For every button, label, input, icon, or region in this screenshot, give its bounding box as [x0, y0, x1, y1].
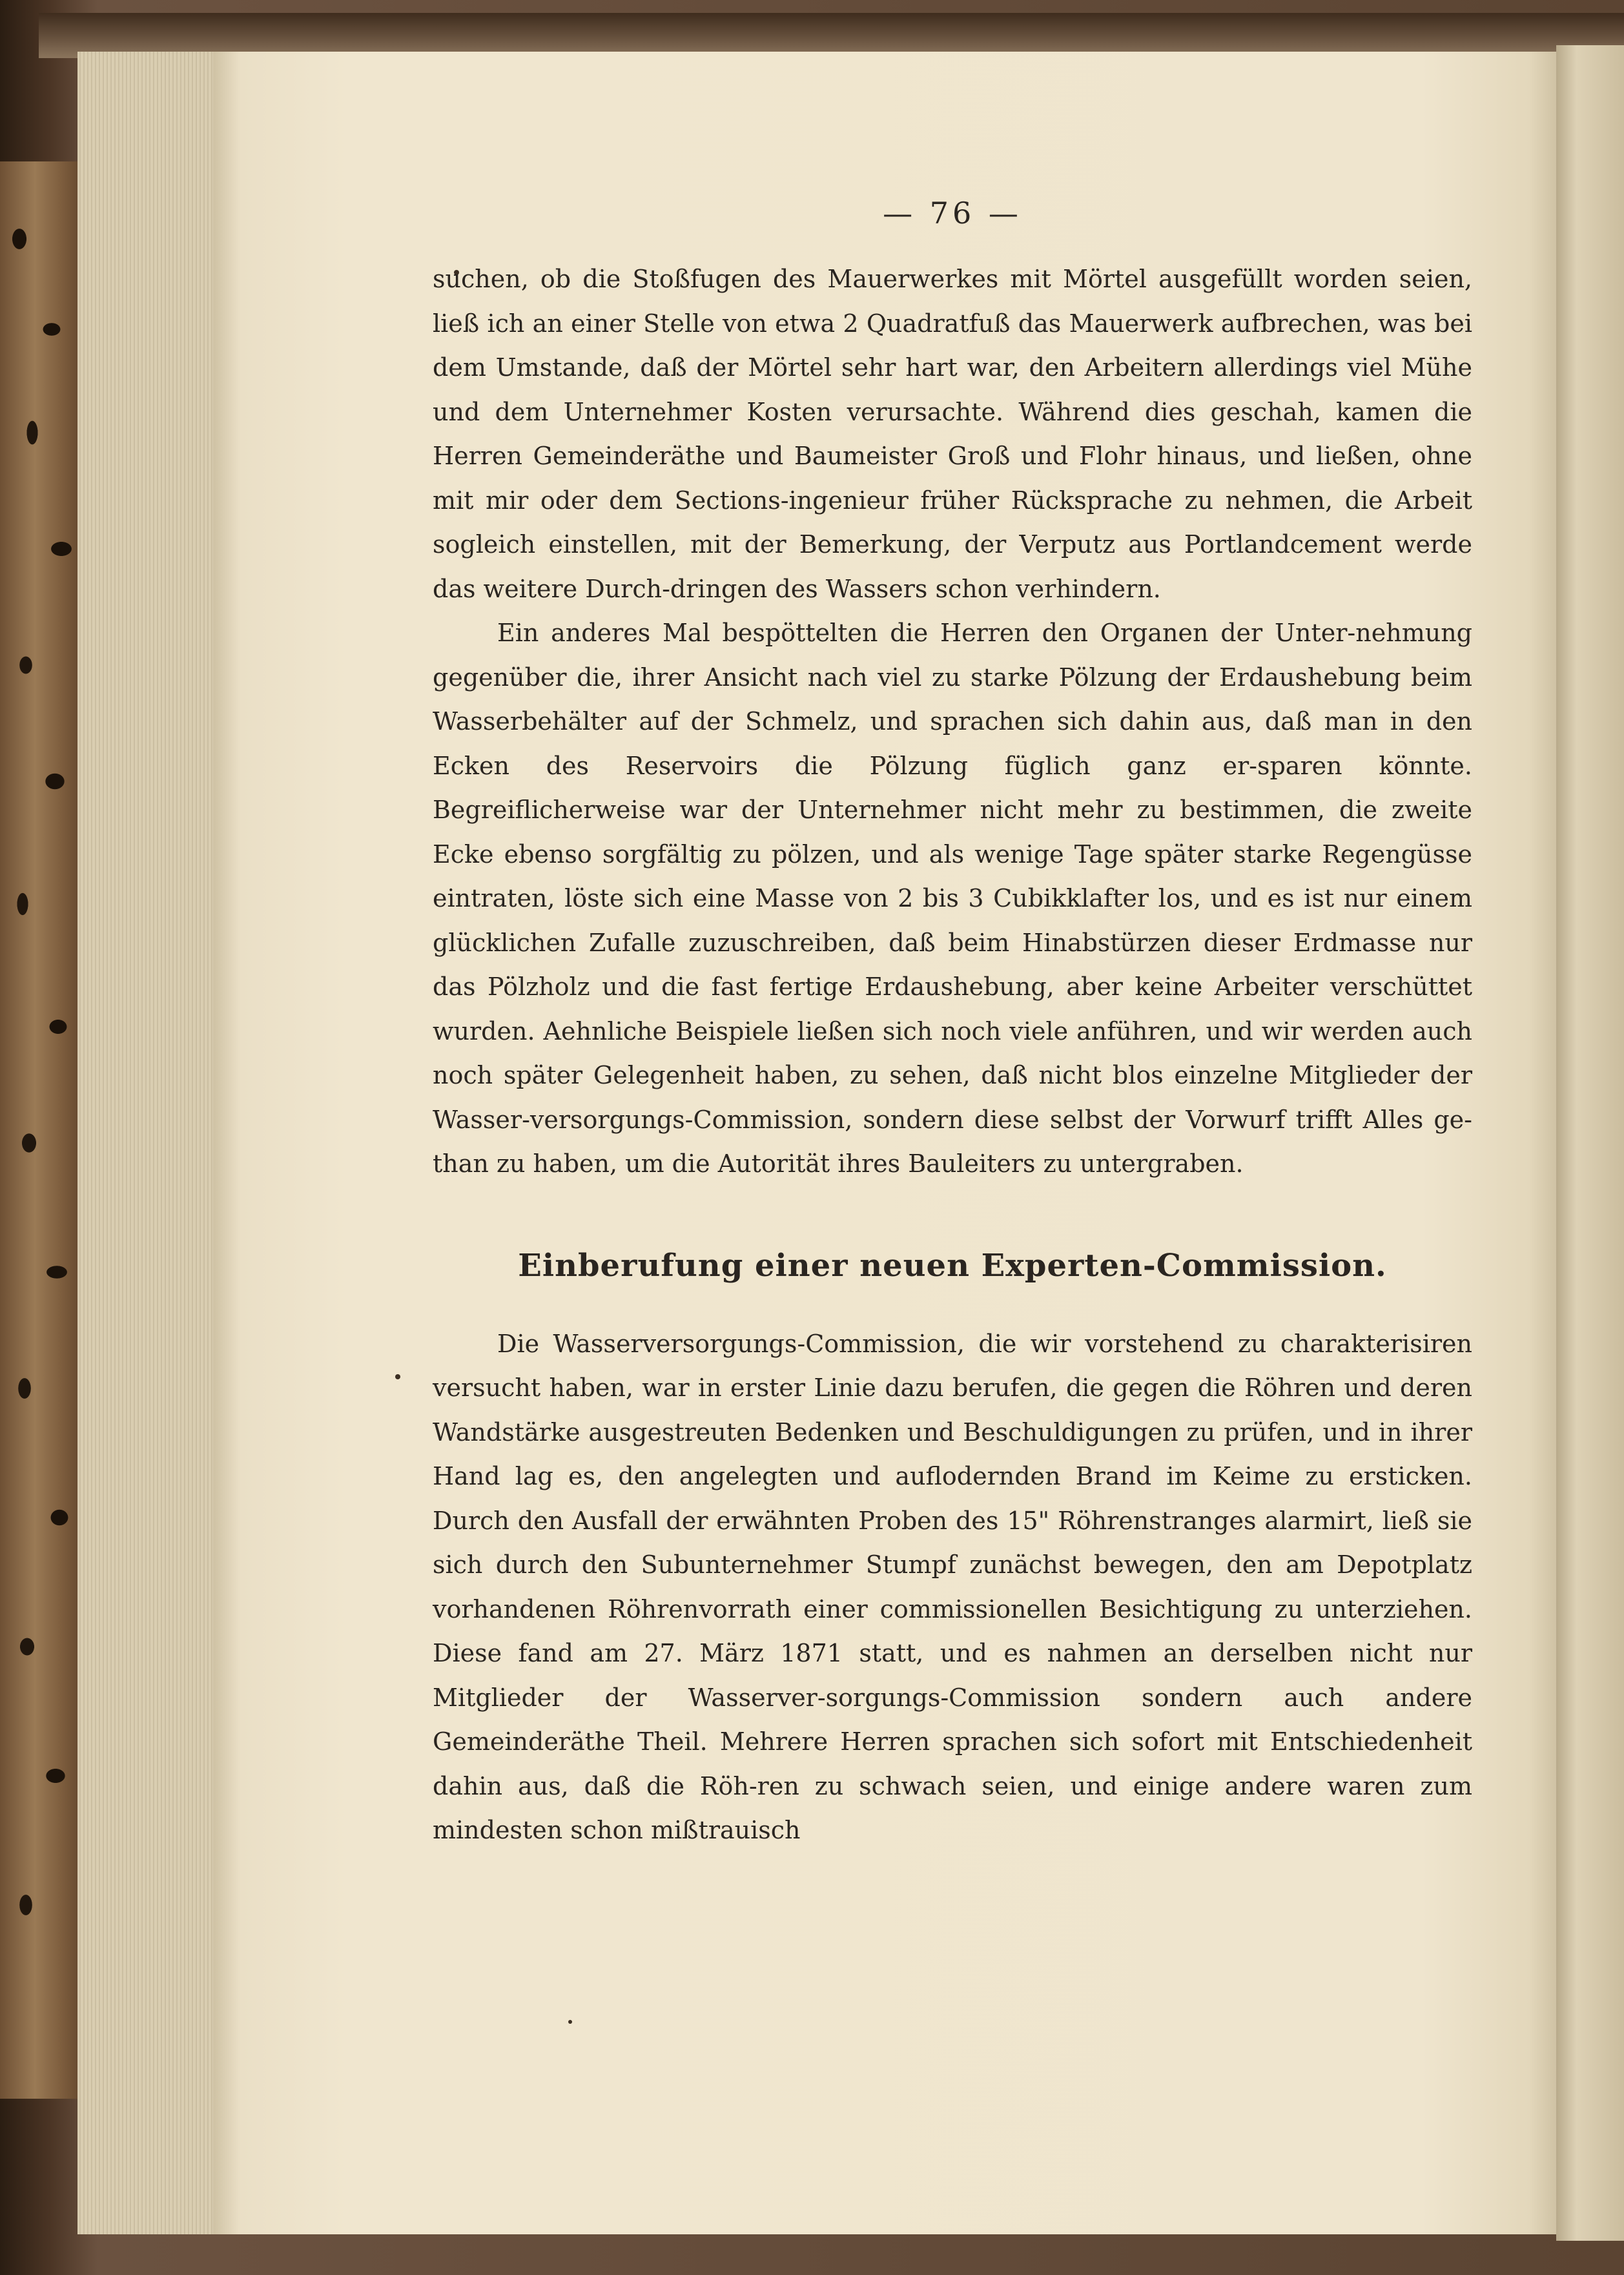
page-number: — 76 — [883, 196, 1022, 231]
ink-speck [568, 2020, 572, 2024]
ink-speck [395, 1374, 400, 1379]
facing-page-edge [1556, 45, 1624, 2241]
paragraph-1: suchen, ob die Stoßfugen des Mauerwerkes mit Mörtel ausgefüllt worden seien, ließ ich an einer Stelle von etwa 2 Quadratfuß das Mauerwerk aufbrechen, was bei dem Umstande, daß der Mörtel sehr hart war, den Arbeitern allerdings viel Mühe und dem Unternehmer Kosten verursachte. Während dies geschah, kamen die Herren Gemeinderäthe und Baumeister Groß und Flohr hinaus, und ließen, ohne mit mir oder dem Sections-ingenieur früher Rücksprache zu nehmen, die Arbeit sogleich einstellen, mit der Bemerkung, der Verputz aus Portlandcement werde das weitere Durch-dringen des Wassers schon verhindern. [433, 265, 1472, 603]
paragraph-3: Die Wasserversorgungs-Commission, die wir vorstehend zu charakterisiren versucht haben, war in erster Linie dazu berufen, die gegen die Röhren und deren Wandstärke ausgestreuten Bedenken und Beschuldigungen zu prüfen, und in ihrer Hand lag es, den angelegten und auflodernden Brand im Keime zu ersticken. Durch den Ausfall der erwähnten Proben des 15" Röhrenstranges alarmirt, ließ sie sich durch den Subunternehmer Stumpf zunächst bewegen, den am Depotplatz vorhandenen Röhrenvorrath einer commissionellen Besichtigung zu unterziehen. Diese fand am 27. März 1871 statt, und es nahmen an derselben nicht nur Mitglieder der Wasserver-sorgungs-Commission sondern auch andere Gemeinderäthe Theil. Mehrere Herren sprachen sich sofort mit Entschiedenheit dahin aus, daß die Röh-ren zu schwach seien, und einige andere waren zum mindesten schon mißtrauisch [433, 1329, 1472, 1844]
page-edges-stack [77, 52, 218, 2234]
section-heading: Einberufung einer neuen Experten-Commission. [518, 1247, 1387, 1284]
paragraph-2: Ein anderes Mal bespöttelten die Herren den Organen der Unter-nehmung gegenüber die, ihrer Ansicht nach viel zu starke Pölzung der Erdaushebung beim Wasserbehälter auf der Schmelz, und sprachen sich dahin aus, daß man in den Ecken des Reservoirs die Pölzung füglich ganz er-sparen könnte. Begreiflicherweise war der Unternehmer nicht mehr zu bestimmen, die zweite Ecke ebenso sorgfältig zu pölzen, und als wenige Tage später starke Regengüsse eintraten, löste sich eine Masse von 2 bis 3 Cubikklafter los, und es ist nur einem glücklichen Zufalle zuzuschreiben, daß beim Hinabstürzen dieser Erdmasse nur das Pölzholz und die fast fertige Erdaushebung, aber keine Arbeiter verschüttet wurden. Aehnliche Beispiele ließen sich noch viele anführen, und wir werden auch noch später Gelegenheit haben, zu sehen, daß nicht blos einzelne Mitglieder der Wasser-versorgungs-Commission, sondern diese selbst der Vorwurf trifft Alles ge-than zu haben, um die Autorität ihres Bauleiters zu untergraben. [433, 619, 1472, 1178]
page-text [433, 194, 1472, 1853]
marbled-book-cover [0, 161, 87, 2099]
